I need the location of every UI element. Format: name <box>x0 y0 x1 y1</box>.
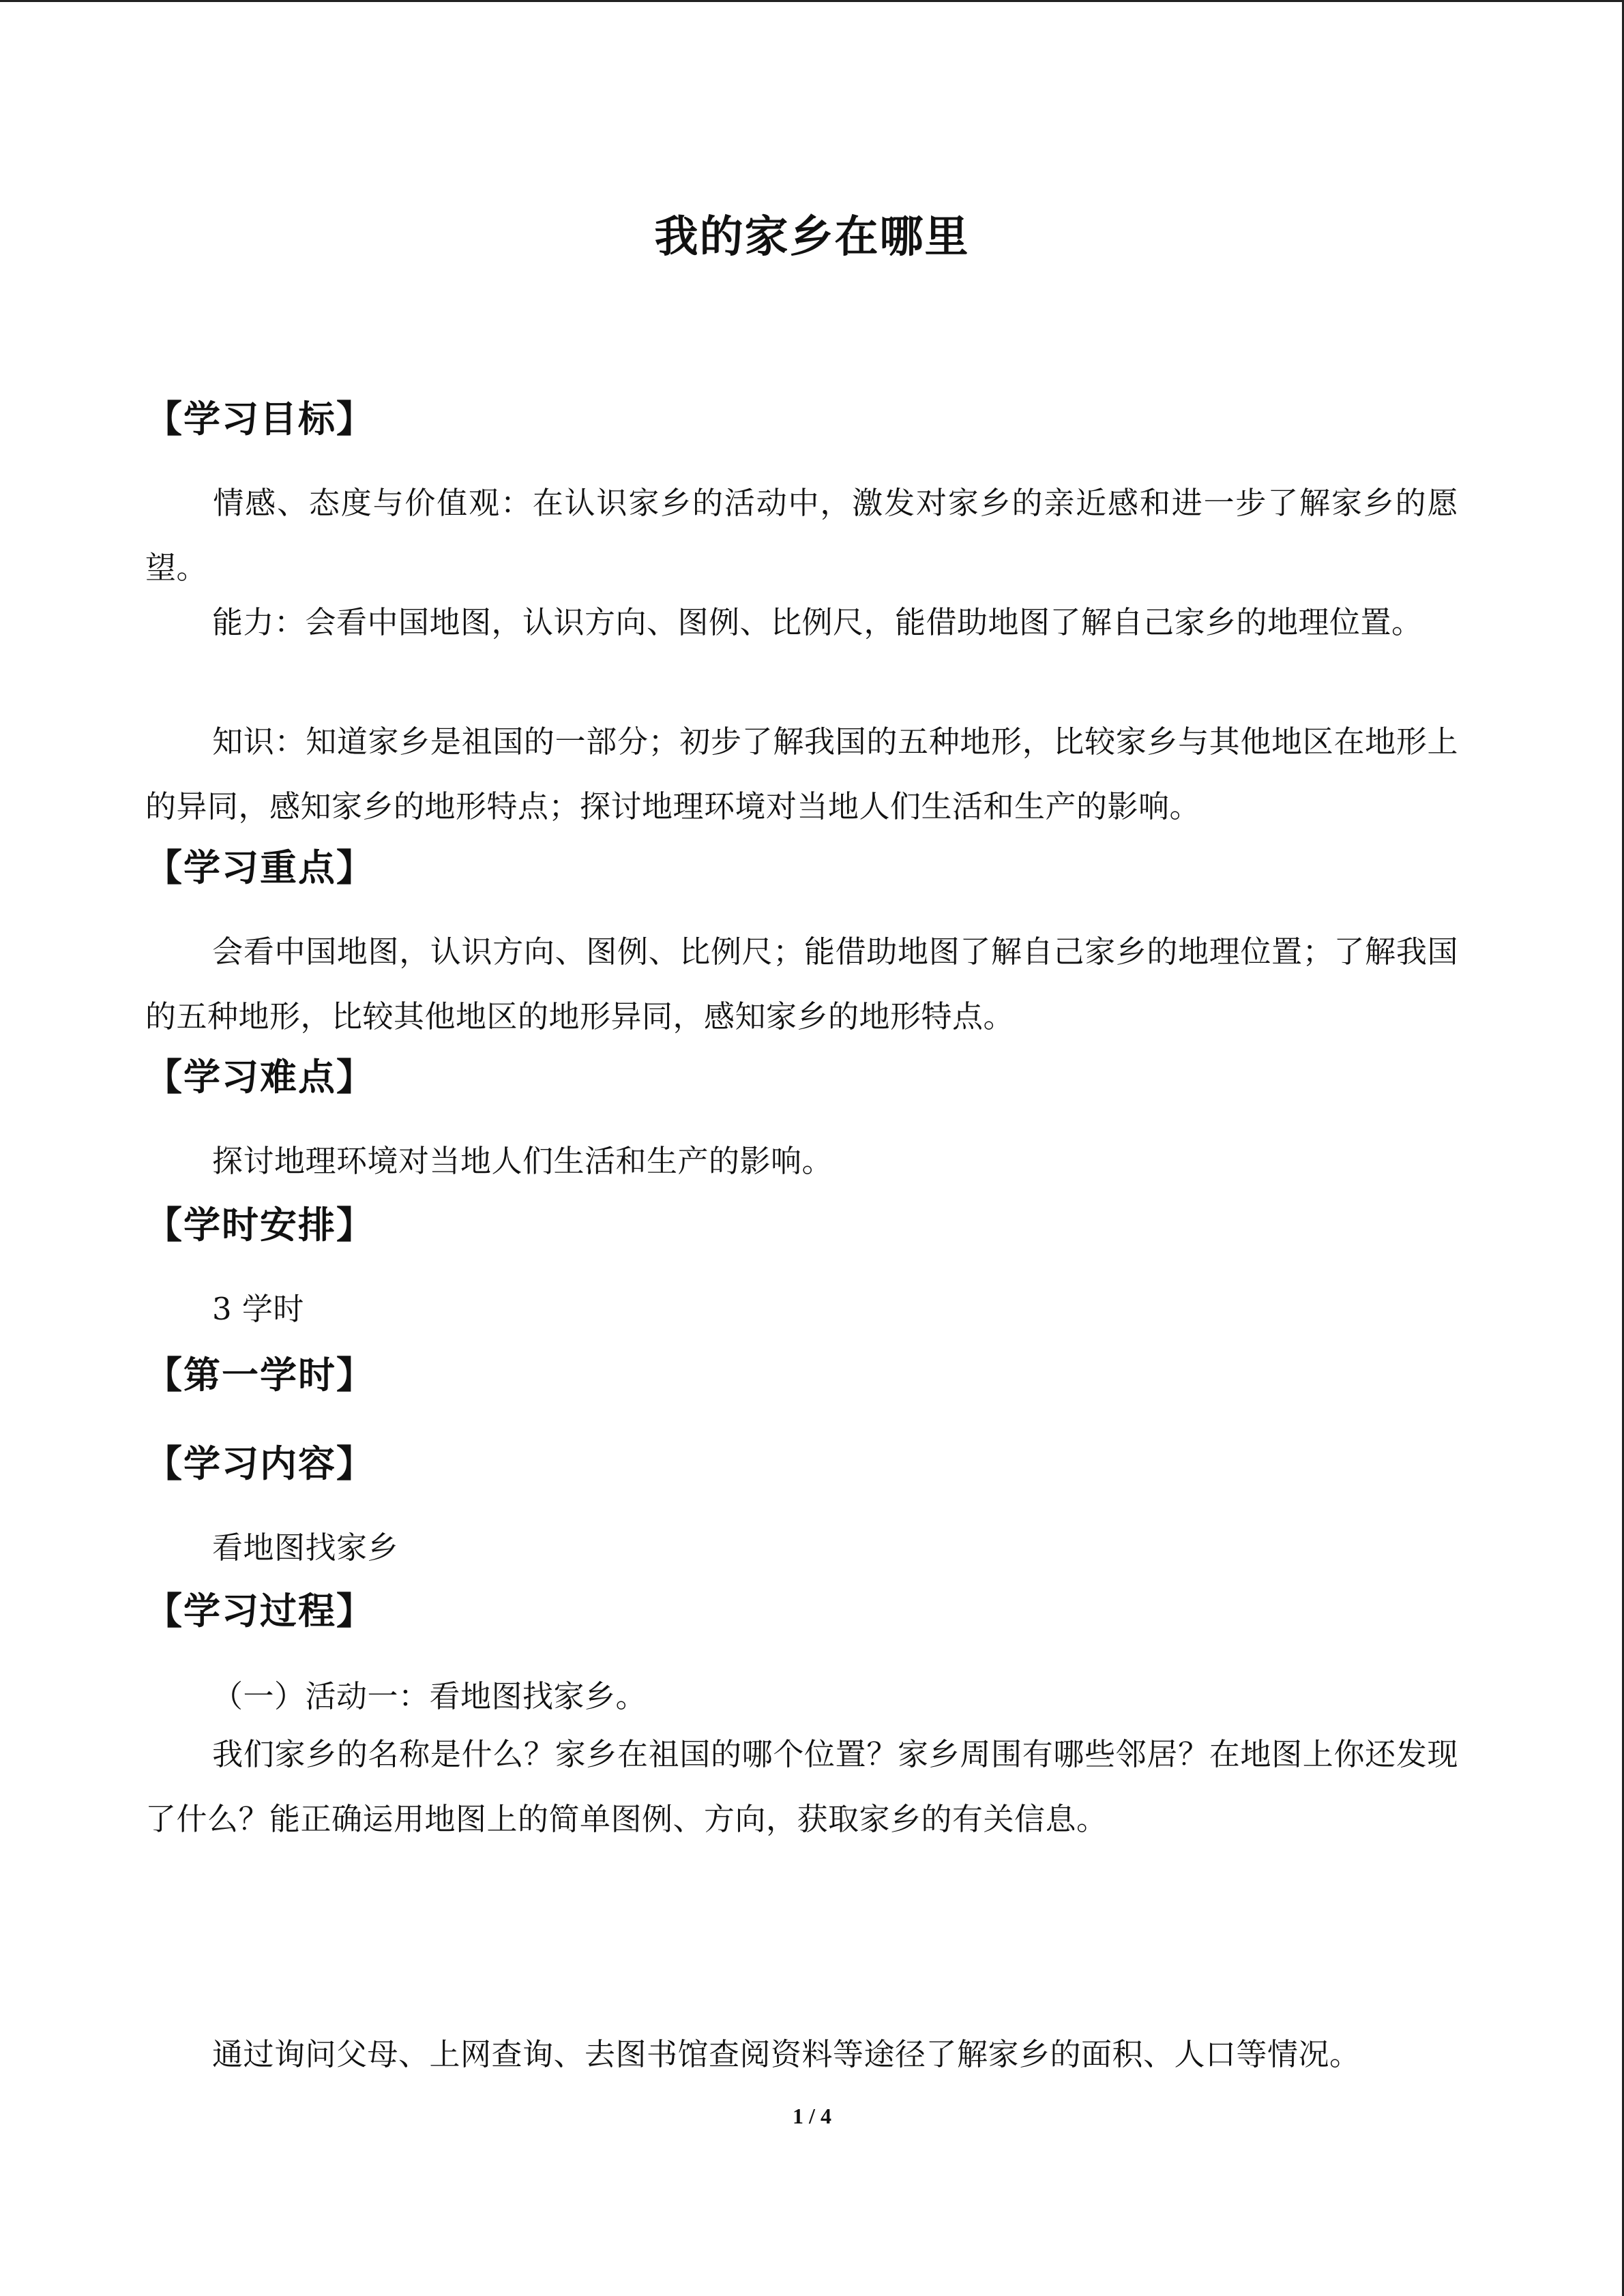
heading-difficulties: 【学习难点】 <box>145 1056 374 1099</box>
process-paragraph-questions-text: 我们家乡的名称是什么？家乡在祖国的哪个位置？家乡周围有哪些邻居？在地图上你还发现了什么？能正确运用地图上的简单图例、方向，获取家乡的有关信息。 <box>145 1736 1458 1837</box>
heading-learning-goals: 【学习目标】 <box>145 398 374 441</box>
document-title: 我的家乡在哪里 <box>654 212 970 263</box>
heading-process: 【学习过程】 <box>145 1590 374 1632</box>
key-points-paragraph <box>145 919 1458 1049</box>
heading-content: 【学习内容】 <box>145 1442 374 1485</box>
process-activity-heading-text: （一）活动一：看地图找家乡。 <box>212 1678 647 1714</box>
page-number: 1 / 4 <box>793 2104 831 2128</box>
heading-first-period: 【第一学时】 <box>145 1354 374 1397</box>
goals-paragraph-knowledge <box>145 709 1458 839</box>
goals-paragraph-ability-text: 能力：会看中国地图，认识方向、图例、比例尺，能借助地图了解自己家乡的地理位置。 <box>212 604 1423 640</box>
process-paragraph-research-text: 通过询问父母、上网查询、去图书馆查阅资料等途径了解家乡的面积、人口等情况。 <box>212 2036 1361 2072</box>
key-points-paragraph-text: 会看中国地图，认识方向、图例、比例尺；能借助地图了解自己家乡的地理位置；了解我国的五种地形，比较其他地区的地形异同，感知家乡的地形特点。 <box>145 934 1458 1034</box>
difficulties-paragraph <box>145 1129 1458 1193</box>
content-paragraph <box>145 1515 1458 1580</box>
goals-paragraph-attitude-text: 情感、态度与价值观：在认识家乡的活动中，激发对家乡的亲近感和进一步了解家乡的愿望。 <box>145 485 1458 586</box>
process-paragraph-questions <box>145 1722 1458 1851</box>
heading-schedule: 【学时安排】 <box>145 1204 374 1247</box>
difficulties-paragraph-text: 探讨地理环境对当地人们生活和生产的影响。 <box>212 1143 833 1179</box>
goals-paragraph-knowledge-text: 知识：知道家乡是祖国的一部分；初步了解我国的五种地形，比较家乡与其他地区在地形上的异同，感知家乡的地形特点；探讨地理环境对当地人们生活和生产的影响。 <box>145 724 1458 824</box>
heading-key-points: 【学习重点】 <box>145 846 374 889</box>
schedule-paragraph <box>145 1277 1458 1341</box>
goals-paragraph-ability <box>145 590 1458 655</box>
goals-paragraph-attitude <box>145 471 1458 600</box>
process-activity-heading <box>145 1664 1458 1729</box>
content-paragraph-text: 看地图找家乡 <box>212 1530 399 1566</box>
process-paragraph-research <box>145 2022 1458 2087</box>
schedule-paragraph-text: 3 学时 <box>212 1291 304 1327</box>
